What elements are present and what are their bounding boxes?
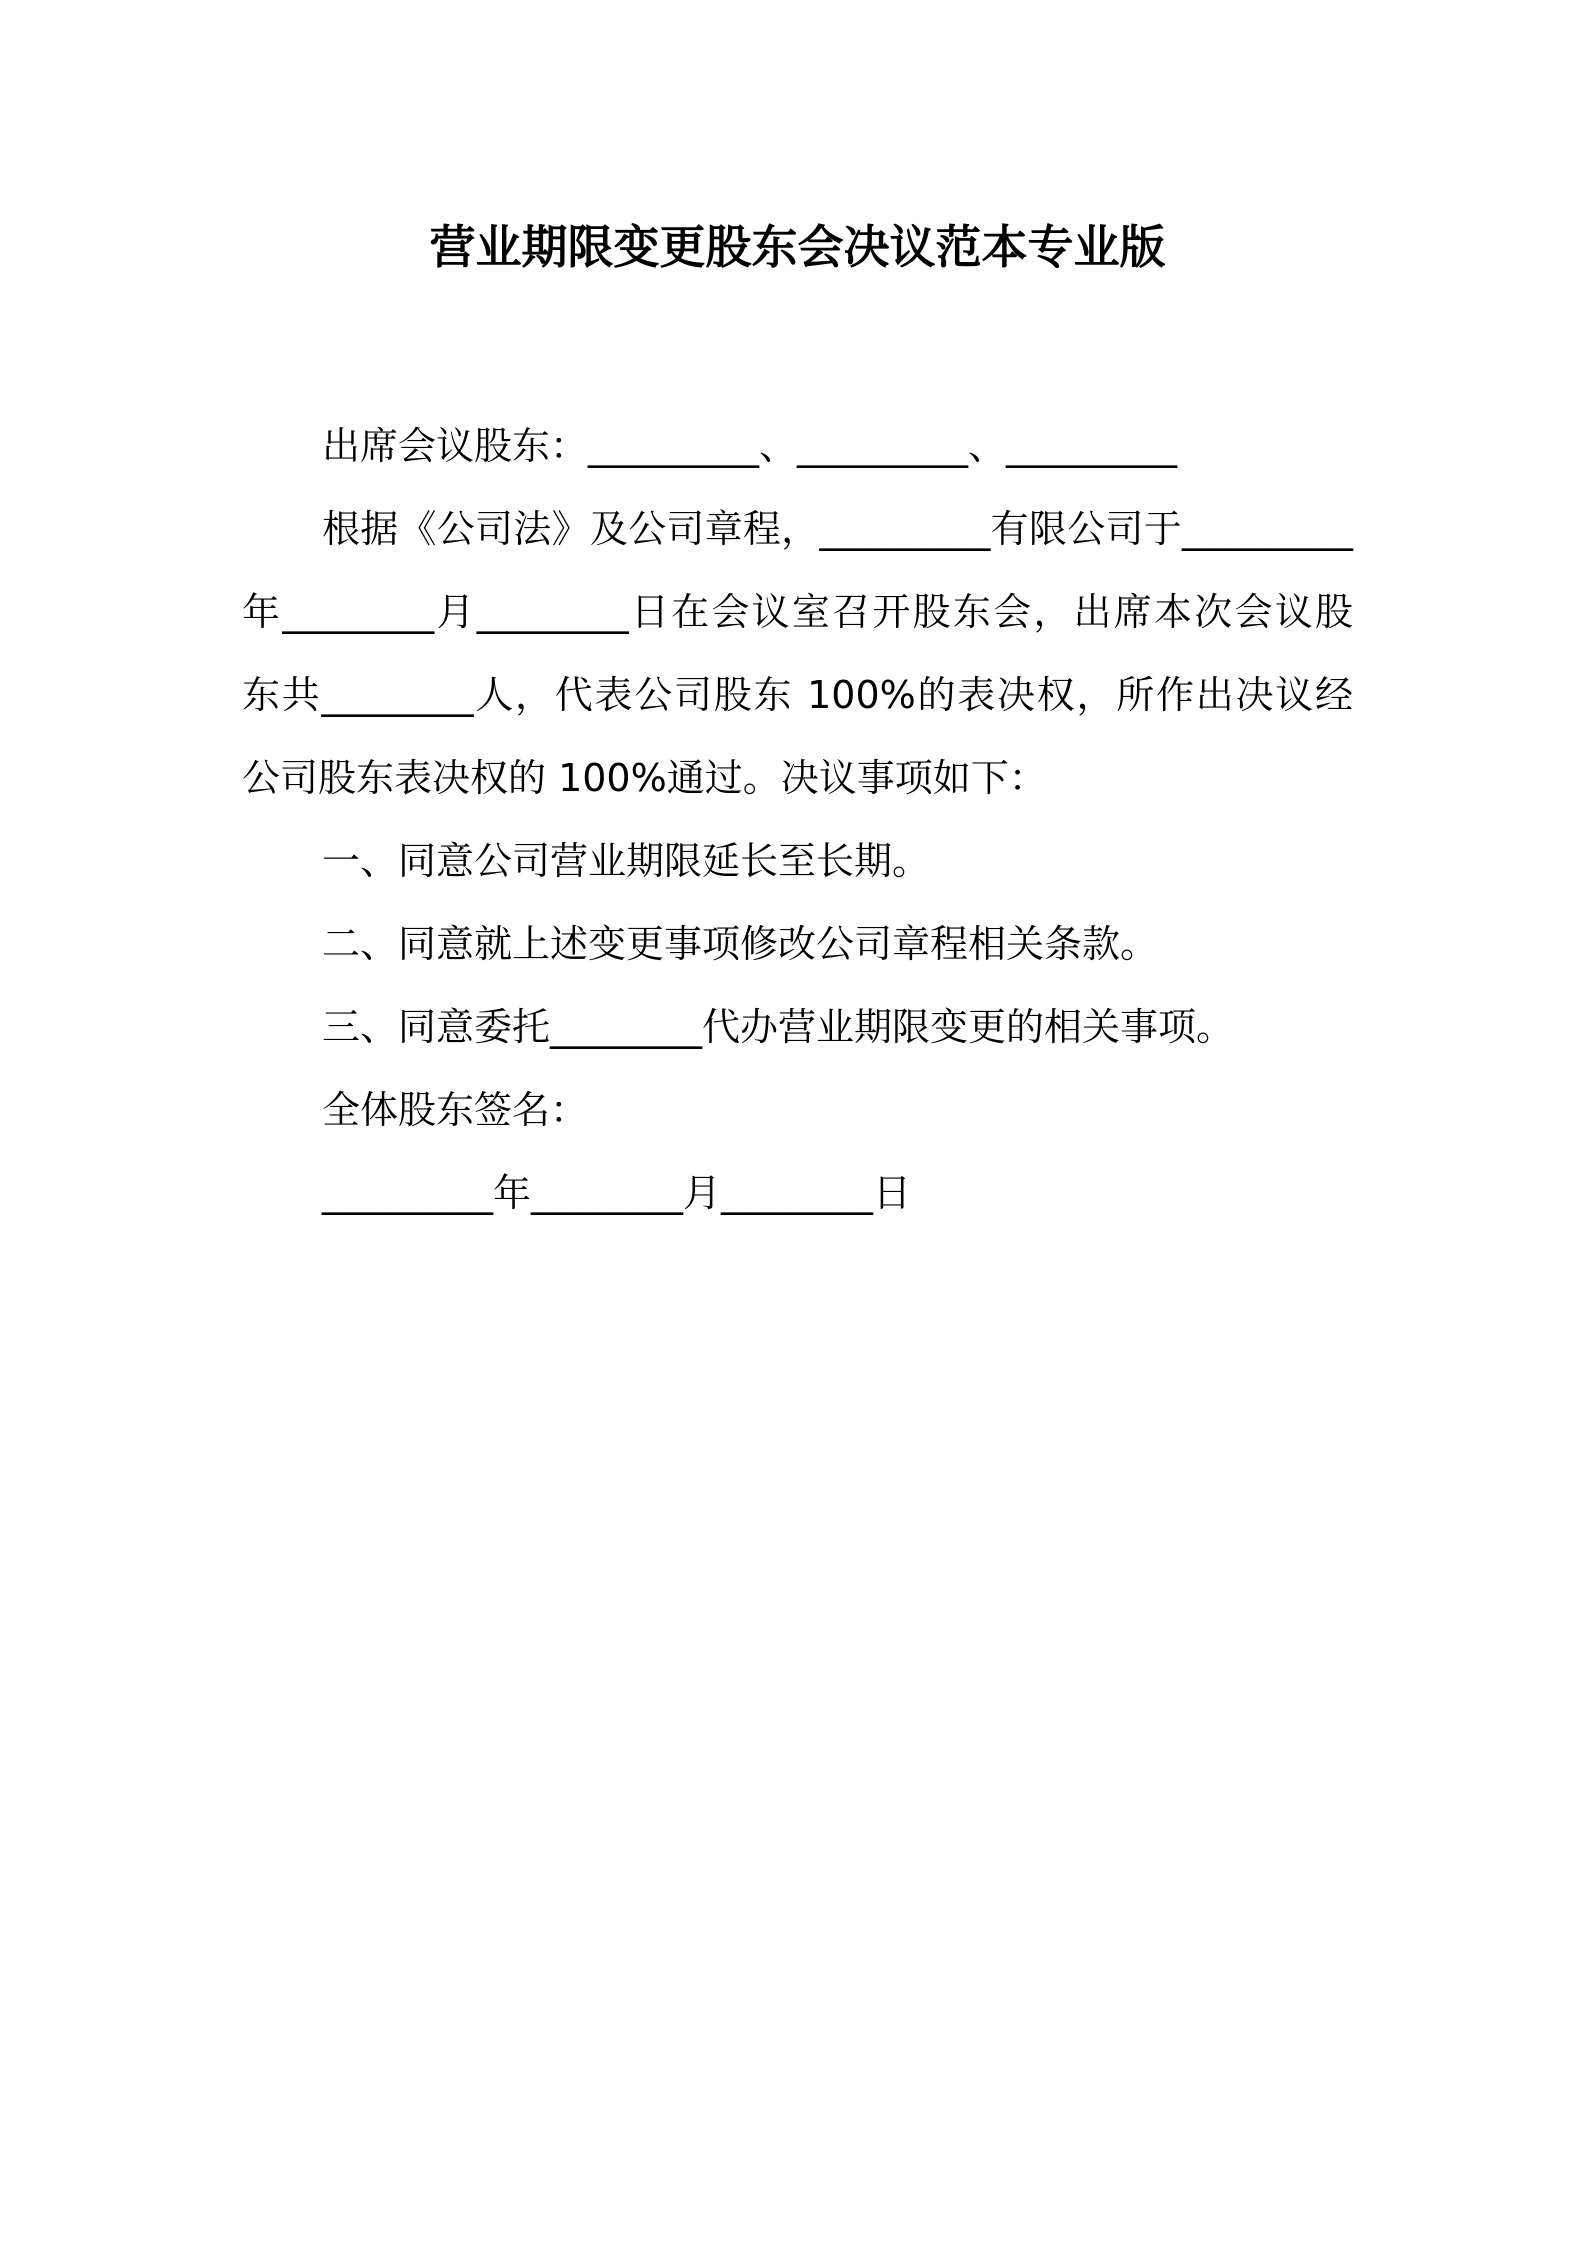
preamble-line: 根据《公司法》及公司章程，_________有限公司于_________ [322,507,1353,551]
resolution-item: 一、同意公司营业期限延长至长期。 [322,839,931,883]
document-body [242,405,1353,1235]
resolution-item: 二、同意就上述变更事项修改公司章程相关条款。 [322,922,1159,966]
preamble-line: 东共________人，代表公司股东 100%的表决权，所作出决议经 [242,673,1353,717]
resolution-list [242,820,1353,1069]
preamble-line: 公司股东表决权的 100%通过。决议事项如下： [242,756,1047,800]
signature-label: 全体股东签名： [322,1088,589,1132]
document-title: 营业期限变更股东会决议范本专业版 [429,220,1166,274]
attendees-line: 出席会议股东：_________、_________、_________ [322,424,1178,468]
resolution-item: 三、同意委托________代办营业期限变更的相关事项。 [322,1005,1235,1049]
signature-date-line: _________年________月________日 [322,1171,912,1215]
preamble-paragraph [242,488,1353,820]
preamble-line: 年________月________日在会议室召开股东会，出席本次会议股 [242,590,1353,634]
